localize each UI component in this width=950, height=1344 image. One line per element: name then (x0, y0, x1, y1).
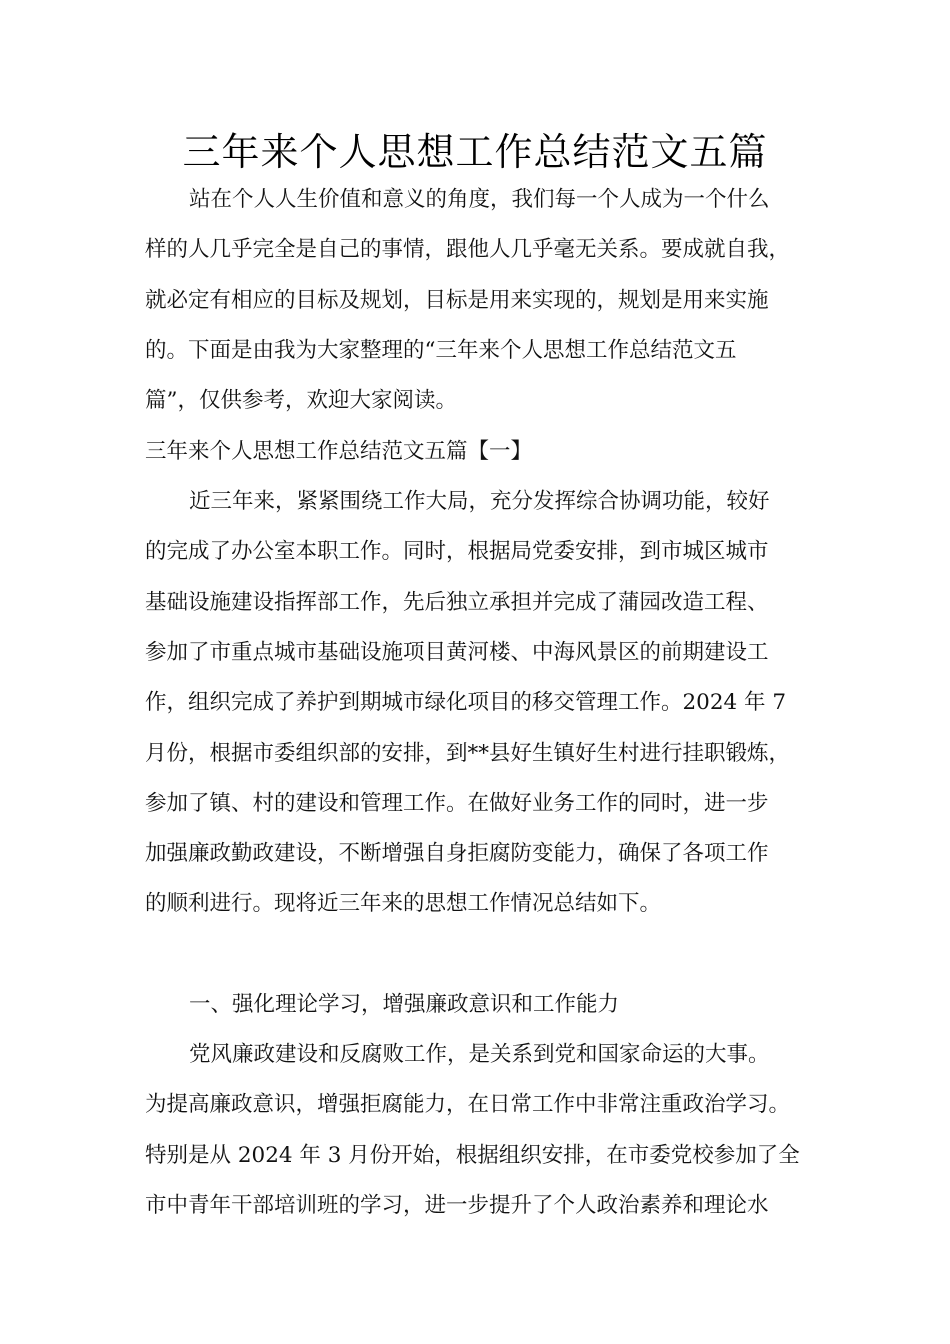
body-line: 加强廉政勤政建设，不断增强自身拒腐防变能力，确保了各项工作 (145, 841, 769, 866)
document-title: 三年来个人思想工作总结范文五篇 (182, 130, 768, 174)
body-line: 市中青年干部培训班的学习，进一步提升了个人政治素养和理论水 (145, 1193, 769, 1218)
body-line: 参加了市重点城市基础设施项目黄河楼、中海风景区的前期建设工 (145, 640, 769, 665)
subsection-heading: 一、强化理论学习，增强廉政意识和工作能力 (189, 992, 620, 1017)
body-line: 党风廉政建设和反腐败工作，是关系到党和国家命运的大事。 (189, 1042, 770, 1067)
body-line: 近三年来，紧紧围绕工作大局，充分发挥综合协调功能，较好 (189, 489, 770, 514)
intro-line: 站在个人人生价值和意义的角度，我们每一个人成为一个什么 (189, 187, 770, 212)
body-line: 月份，根据市委组织部的安排，到**县好生镇好生村进行挂职锻炼， (145, 741, 791, 766)
body-line: 的完成了办公室本职工作。同时，根据局党委安排，到市城区城市 (145, 539, 769, 564)
intro-line: 就必定有相应的目标及规划，目标是用来实现的，规划是用来实施 (145, 288, 769, 313)
body-line: 基础设施建设指挥部工作，先后独立承担并完成了蒲园改造工程、 (145, 590, 769, 615)
body-line: 作，组织完成了养护到期城市绿化项目的移交管理工作。2024 年 7 (145, 690, 787, 715)
body-line: 特别是从 2024 年 3 月份开始，根据组织安排，在市委党校参加了全 (145, 1143, 800, 1168)
intro-line: 样的人几乎完全是自己的事情，跟他人几乎毫无关系。要成就自我， (145, 237, 791, 262)
section-heading: 三年来个人思想工作总结范文五篇【一】 (145, 439, 533, 464)
body-line: 的顺利进行。现将近三年来的思想工作情况总结如下。 (145, 891, 662, 916)
intro-line: 篇”，仅供参考，欢迎大家阅读。 (145, 388, 457, 413)
body-line: 为提高廉政意识，增强拒腐能力，在日常工作中非常注重政治学习。 (145, 1092, 791, 1117)
body-line: 参加了镇、村的建设和管理工作。在做好业务工作的同时，进一步 (145, 791, 769, 816)
intro-line: 的。下面是由我为大家整理的“三年来个人思想工作总结范文五 (145, 338, 737, 363)
